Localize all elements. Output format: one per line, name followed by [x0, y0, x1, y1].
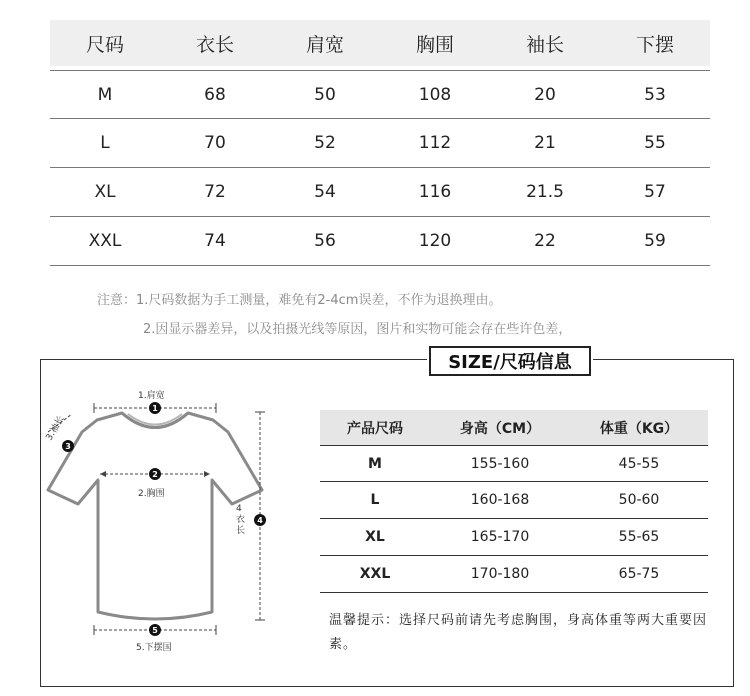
table-cell: 70	[204, 133, 226, 153]
table-cell: 22	[534, 231, 556, 251]
table-cell: 53	[644, 84, 666, 105]
header-product-size: 产品尺码	[347, 420, 403, 437]
header-weight: 体重（KG）	[599, 420, 679, 437]
table-row	[320, 482, 708, 519]
table-cell: 45-55	[618, 455, 660, 472]
table-row	[50, 119, 710, 168]
label-chest: 2.胸围	[138, 489, 165, 499]
table-cell: 116	[418, 182, 452, 202]
table-row	[50, 217, 710, 266]
table-cell: XXL	[359, 566, 391, 582]
size-info-title: SIZE/尺码信息	[429, 346, 591, 376]
table-cell: 108	[418, 84, 452, 105]
table-cell: 165-170	[470, 529, 530, 545]
size-recommendation-table	[320, 410, 708, 593]
table-cell: 68	[204, 84, 226, 105]
table-cell: 21	[534, 133, 556, 153]
table-cell: 65-75	[618, 566, 660, 582]
table-cell: 52	[314, 133, 336, 153]
svg-text:5: 5	[152, 626, 158, 635]
table-row	[320, 556, 708, 593]
table-cell: 72	[204, 182, 226, 202]
header-chest: 胸围	[415, 33, 454, 56]
svg-text:1: 1	[152, 404, 158, 413]
label-sleeve: 3.袖长	[44, 414, 67, 443]
table-cell: 170-180	[470, 566, 530, 582]
table-cell: 120	[418, 231, 452, 251]
table-cell: 59	[644, 231, 666, 251]
table-cell: 155-160	[470, 455, 530, 472]
table-cell: 50	[314, 84, 336, 105]
table-row	[50, 168, 710, 217]
table-cell: 160-168	[470, 492, 530, 508]
header-length: 衣长	[195, 33, 234, 56]
size-table-header	[320, 410, 708, 445]
note-measurement-error: 注意：1.尺码数据为手工测量，难免有2-4cm误差，不作为退换理由。	[97, 293, 502, 308]
table-row	[320, 445, 708, 482]
label-length: 4 衣 长	[236, 504, 246, 536]
table-row	[50, 70, 710, 119]
measurement-table-header	[50, 20, 710, 66]
header-shoulder: 肩宽	[305, 33, 344, 56]
table-cell: 55	[644, 133, 666, 153]
table-cell: 74	[204, 231, 226, 251]
table-cell: 50-60	[618, 492, 660, 508]
header-hem: 下摆	[635, 33, 674, 56]
measurement-table	[50, 20, 710, 266]
table-cell: 55-65	[618, 529, 660, 545]
size-info-title-wrap	[427, 344, 593, 378]
table-cell: XL	[365, 529, 385, 545]
note-color-difference: 2.因显示器差异，以及拍摄光线等原因，图片和实物可能会存在些许色差，	[143, 322, 572, 337]
table-cell: L	[370, 492, 380, 508]
table-cell: 57	[644, 182, 666, 202]
shirt-diagram	[40, 380, 280, 660]
header-height: 身高（CM）	[459, 420, 541, 437]
svg-text:3: 3	[65, 442, 71, 451]
table-row	[320, 519, 708, 556]
table-cell: XL	[94, 182, 116, 202]
table-cell: M	[368, 455, 382, 472]
svg-text:2: 2	[152, 470, 158, 479]
table-cell: 21.5	[526, 182, 564, 202]
table-cell: 112	[418, 133, 452, 153]
table-cell: XXL	[88, 231, 122, 251]
svg-text:4: 4	[257, 516, 263, 525]
label-hem: 5.下摆国	[136, 643, 172, 653]
header-size: 尺码	[85, 33, 124, 56]
table-cell: L	[100, 133, 110, 153]
label-shoulder: 1.肩宽	[138, 391, 165, 401]
table-cell: 54	[314, 182, 336, 202]
table-cell: 56	[314, 231, 336, 251]
table-cell: 20	[534, 84, 556, 105]
table-cell: M	[97, 84, 113, 105]
header-sleeve: 袖长	[525, 33, 564, 56]
size-tip: 温馨提示：选择尺码前请先考虑胸围，身高体重等两大重要因素。	[329, 613, 708, 652]
